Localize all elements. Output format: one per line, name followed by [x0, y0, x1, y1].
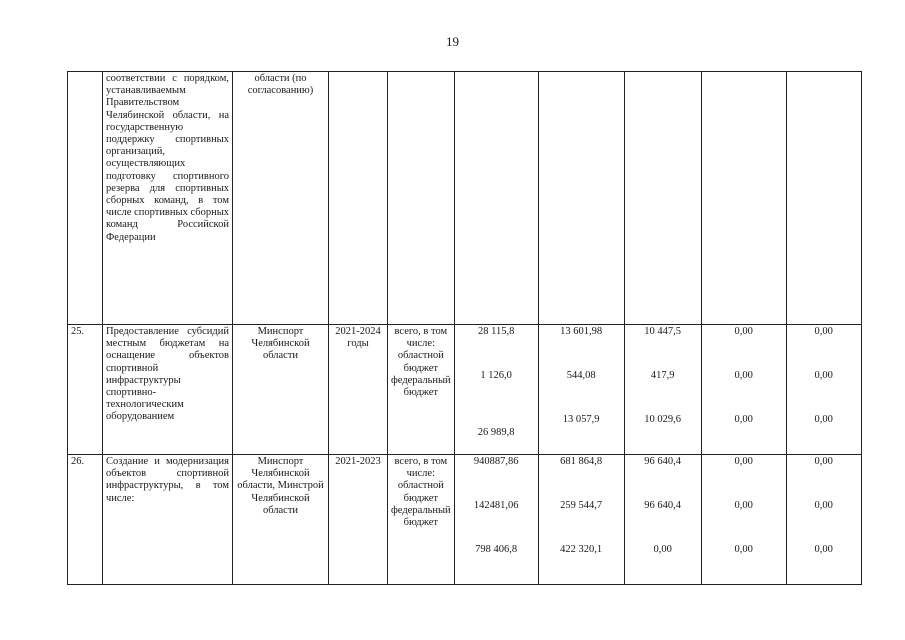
row-year-1 — [538, 325, 624, 455]
value-regional: 0,00 — [734, 500, 753, 512]
value-regional: 96 640,4 — [644, 500, 682, 512]
row-year-1 — [538, 72, 624, 325]
row-number: 26. — [68, 455, 103, 585]
row-year-4 — [786, 325, 861, 455]
row-year-4 — [786, 72, 861, 325]
value-all: 0,00 — [814, 456, 833, 467]
description-text: Предоставление субсидий местным бюджетам на оснащение объектов спортивной инфраструктуры спортивно-технологическим оборудованием — [106, 326, 229, 423]
value-all: 13 601,98 — [560, 326, 603, 337]
value-regional: 0,00 — [814, 370, 833, 382]
description-text: соответствии с порядком, устанавливаемым Правительством Челябинской области, на государственную поддержку спортивных организаций, осуществляющих подготовку спортивного резерва для спортивных сборных команд, в том числе спортивных сборных команд Российской Федерации — [106, 73, 229, 243]
value-regional: 259 544,7 — [560, 500, 603, 512]
row-total — [454, 72, 538, 325]
value-federal: 0,00 — [814, 414, 833, 426]
value-regional: 0,00 — [814, 500, 833, 512]
row-funding-source: всего, в том числе: областной бюджет федеральный бюджет — [388, 325, 455, 455]
row-description — [103, 72, 233, 325]
value-all: 0,00 — [814, 326, 833, 337]
row-year-3 — [701, 455, 786, 585]
row-year-2 — [624, 325, 701, 455]
row-years — [329, 72, 388, 325]
value-regional: 1 126,0 — [480, 370, 512, 382]
row-funding-source — [388, 72, 455, 325]
row-years: 2021-2023 — [329, 455, 388, 585]
program-table — [67, 71, 862, 585]
row-funding-source: всего, в том числе: областной бюджет федеральный бюджет — [388, 455, 455, 585]
table-row — [68, 325, 862, 455]
row-year-2 — [624, 72, 701, 325]
row-year-1 — [538, 455, 624, 585]
value-regional: 142481,06 — [473, 500, 519, 512]
row-description — [103, 455, 233, 585]
value-federal: 10 029,6 — [644, 414, 682, 426]
row-executor: области (по согласованию) — [233, 72, 329, 325]
value-all: 28 115,8 — [477, 326, 515, 337]
row-number — [68, 72, 103, 325]
value-federal: 422 320,1 — [560, 544, 603, 556]
value-federal: 0,00 — [814, 544, 833, 556]
value-regional: 0,00 — [734, 370, 753, 382]
row-executor: Минспорт Челябинской области — [233, 325, 329, 455]
page-number: 19 — [446, 34, 459, 49]
row-total — [454, 325, 538, 455]
value-all: 10 447,5 — [644, 326, 682, 337]
value-all: 940887,86 — [473, 456, 519, 467]
row-years: 2021-2024 годы — [329, 325, 388, 455]
value-federal: 0,00 — [734, 414, 753, 426]
table-row — [68, 455, 862, 585]
description-text: Создание и модернизация объектов спортивной инфраструктуры, в том числе: — [106, 456, 229, 504]
value-regional: 417,9 — [650, 370, 675, 382]
value-federal: 13 057,9 — [562, 414, 600, 426]
row-year-4 — [786, 455, 861, 585]
value-all: 96 640,4 — [644, 456, 682, 467]
row-year-2 — [624, 455, 701, 585]
value-federal: 798 406,8 — [475, 544, 518, 556]
value-all: 0,00 — [734, 326, 753, 337]
row-description — [103, 325, 233, 455]
value-federal: 26 989,8 — [477, 427, 515, 439]
value-regional: 544,08 — [566, 370, 596, 382]
value-federal: 0,00 — [653, 544, 672, 556]
row-year-3 — [701, 325, 786, 455]
row-number: 25. — [68, 325, 103, 455]
table-row — [68, 72, 862, 325]
row-executor: Минспорт Челябинской области, Минстрой Челябинской области — [233, 455, 329, 585]
value-federal: 0,00 — [734, 544, 753, 556]
row-total — [454, 455, 538, 585]
value-all: 0,00 — [734, 456, 753, 467]
value-all: 681 864,8 — [560, 456, 603, 467]
row-year-3 — [701, 72, 786, 325]
